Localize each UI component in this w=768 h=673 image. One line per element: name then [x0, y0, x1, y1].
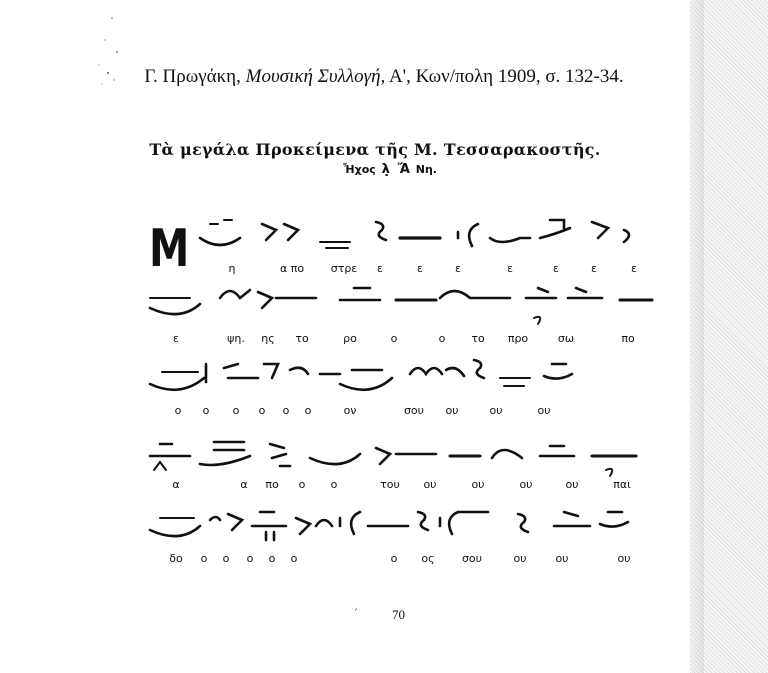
- lyric-syllable: ο: [246, 552, 254, 565]
- lyric-syllable: πο: [621, 332, 635, 345]
- lyric-syllable: ου: [617, 552, 631, 565]
- mode-symbol-lambda: λ̣: [381, 162, 390, 177]
- lyric-syllable: ο: [282, 404, 290, 417]
- lyric-syllable: το: [471, 332, 485, 345]
- lyric-syllable: σου: [461, 552, 483, 565]
- lyric-syllable: ος: [421, 552, 435, 565]
- lyric-syllable: ο: [202, 404, 210, 417]
- lyric-syllable: ε: [553, 262, 559, 275]
- lyric-syllable: α: [172, 478, 180, 491]
- mode-line: [300, 162, 480, 177]
- lyric-syllable: ου: [537, 404, 551, 417]
- lyric-syllable: ο: [268, 552, 276, 565]
- lyric-syllable: ο: [258, 404, 266, 417]
- lyric-syllable: ου: [423, 478, 437, 491]
- lyric-syllable: ης: [261, 332, 275, 345]
- lyric-syllable: ο: [390, 332, 398, 345]
- mode-symbol-alpha: Ἄ: [397, 162, 410, 177]
- lyric-syllable: ε: [455, 262, 461, 275]
- citation-work: Μουσική Συλλογή,: [245, 66, 386, 87]
- lyric-syllable: του: [380, 478, 400, 491]
- page-title: Τὰ μεγάλα Προκείμενα τῆς Μ. Τεσσαρακοστῆς.: [149, 140, 601, 159]
- lyric-syllable: ο: [438, 332, 446, 345]
- initial-capital: Μ: [149, 219, 190, 279]
- neume-row-3: [150, 360, 572, 390]
- lyric-syllable: η: [228, 262, 236, 275]
- neume-row-2: [150, 288, 652, 324]
- lyric-syllable: παι: [613, 478, 631, 491]
- lyric-syllable: ου: [519, 478, 533, 491]
- lyric-syllable: α: [240, 478, 248, 491]
- lyric-syllable: προ: [507, 332, 529, 345]
- lyric-syllable: ε: [173, 332, 179, 345]
- lyric-syllable: ου: [513, 552, 527, 565]
- lyric-syllable: ρο: [343, 332, 357, 345]
- lyric-syllable: στρε: [330, 262, 358, 275]
- neume-row-5: [150, 512, 628, 540]
- lyric-syllable: σω: [557, 332, 575, 345]
- citation-author: Γ. Πρωγάκη,: [144, 66, 241, 87]
- lyric-syllable: ε: [591, 262, 597, 275]
- lyric-syllable: ο: [390, 552, 398, 565]
- lyric-syllable: ο: [298, 478, 306, 491]
- lyric-syllable: ο: [330, 478, 338, 491]
- lyric-syllable: ο: [200, 552, 208, 565]
- mode-label: Ἦχος: [343, 163, 376, 176]
- neume-notation: [140, 208, 660, 568]
- lyric-syllable: ου: [471, 478, 485, 491]
- lyric-syllable: ε: [417, 262, 423, 275]
- lyric-syllable: δο: [169, 552, 183, 565]
- lyric-syllable: σου: [403, 404, 425, 417]
- page-number: 70: [392, 607, 405, 622]
- lyric-syllable: ε: [507, 262, 513, 275]
- lyric-syllable: το: [295, 332, 309, 345]
- scan-edge-gradient: [690, 0, 704, 673]
- neume-row-4: [150, 442, 636, 476]
- citation-line: [0, 66, 768, 88]
- lyric-syllable: ο: [222, 552, 230, 565]
- citation-rest: Α', Κων/πολη 1909, σ. 132-34.: [388, 66, 624, 87]
- lyric-syllable: ε: [631, 262, 637, 275]
- lyric-syllable: πο: [265, 478, 279, 491]
- lyric-syllable: ε: [377, 262, 383, 275]
- lyric-syllable: ου: [555, 552, 569, 565]
- lyric-syllable: ου: [445, 404, 459, 417]
- lyric-syllable: ο: [304, 404, 312, 417]
- lyric-syllable: ο: [290, 552, 298, 565]
- lyric-syllable: ψη.: [227, 332, 245, 345]
- lyric-syllable: α πο: [279, 262, 305, 275]
- lyric-syllable: ο: [232, 404, 240, 417]
- lyric-syllable: ου: [565, 478, 579, 491]
- neume-row-1: [200, 220, 629, 248]
- lyric-syllable: ο: [174, 404, 182, 417]
- mode-note: Νη.: [415, 163, 437, 176]
- lyric-syllable: ου: [489, 404, 503, 417]
- lyric-syllable: ον: [343, 404, 357, 417]
- scan-mark: ˊ: [353, 609, 358, 620]
